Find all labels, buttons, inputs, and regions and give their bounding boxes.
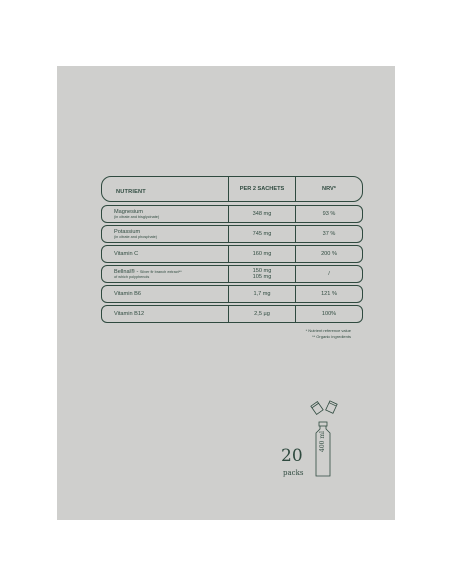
footnote-organic: ** Organic ingredients [312,333,351,339]
bottle-icon [309,400,349,480]
footnote-nrv: * Nutrient reference value [305,328,351,333]
nutrient-inline-sub: Silver fir branch extract** [139,269,182,274]
nutrient-amount: 2,5 µg [228,306,296,322]
nutrient-sub: (in citrate and phosphate) [114,234,158,239]
nutrient-amount: 150 mg [252,268,272,274]
table-row [101,265,363,283]
nutrition-table [101,176,363,325]
table-header [101,176,363,202]
nutrient-amount: 1,7 mg [228,286,296,302]
nutrient-nrv: 100% [321,311,337,317]
nutrient-amount: 348 mg [228,206,296,222]
nutrient-name: Potassium [114,228,141,235]
footnotes [306,328,351,339]
nutrient-nrv: 200 % [321,251,337,257]
nutrient-sub: of which polyphenols [114,274,150,279]
table-row [101,305,363,323]
nutrient-nrv: 121 % [321,291,337,297]
nutrient-name: Magnesium [114,208,143,215]
nutrient-nrv: / [328,271,330,277]
nutrient-amount: 745 mg [228,226,296,242]
table-row [101,245,363,263]
table-row [101,225,363,243]
sachet-icon [326,401,337,413]
product-panel [57,66,395,520]
nutrient-amount-secondary: 105 mg [252,274,272,280]
table-row [101,285,363,303]
nutrient-amount: 160 mg [228,246,296,262]
bottle-volume: 400 ml [319,431,326,452]
header-per-sachets: PER 2 SACHETS [228,177,296,201]
nutrient-name: Bellnal® - [114,268,140,275]
nutrient-sub: (in citrate and bisglycinate) [114,214,160,219]
header-nrv: NRV* [322,186,336,192]
nutrient-name: Vitamin B6 [114,291,141,297]
nutrient-nrv: 93 % [322,211,336,217]
header-nutrient: NUTRIENT [116,189,146,195]
nutrient-name: Vitamin B12 [114,311,145,317]
table-row [101,205,363,223]
nutrient-name: Vitamin C [114,251,139,257]
sachet-icon [311,402,323,415]
pack-label: packs [283,469,304,477]
pack-count: 20 [281,446,303,466]
nutrient-nrv: 37 % [322,231,336,237]
